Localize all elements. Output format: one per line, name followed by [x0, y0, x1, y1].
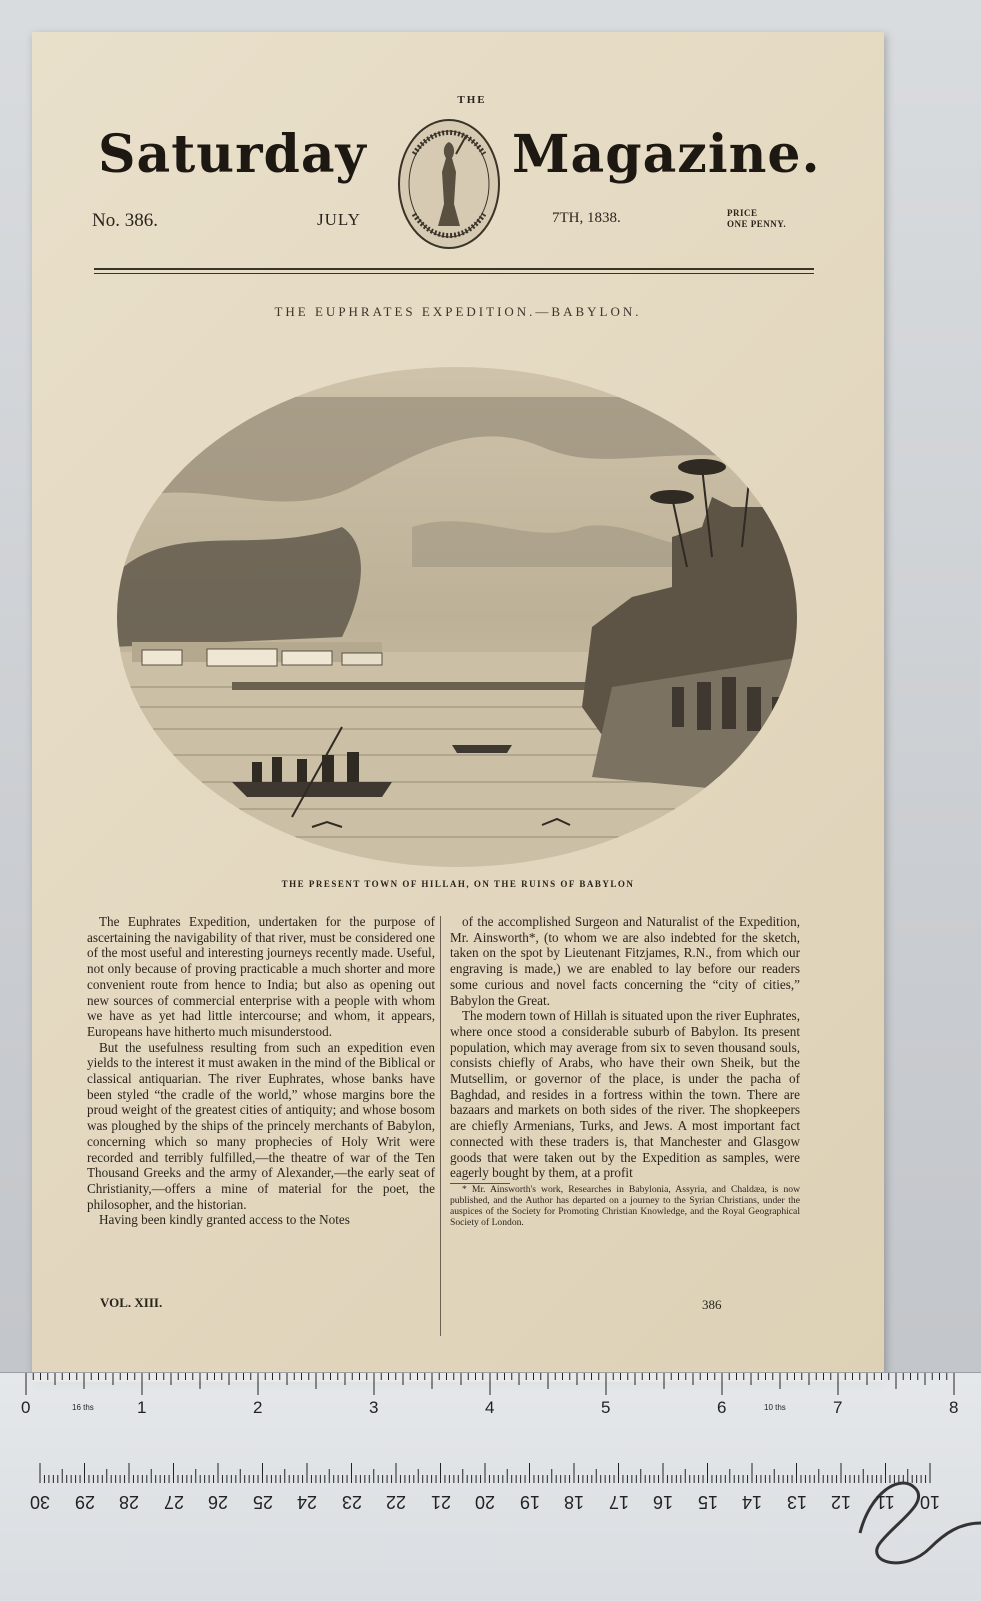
ruler-cm-label: 29	[74, 1492, 95, 1512]
ruler-cm-label: 11	[875, 1492, 895, 1512]
ruler-cm-label: 24	[297, 1492, 318, 1512]
masthead-rule-thin	[94, 273, 814, 274]
ruler-cm-label: 28	[119, 1492, 140, 1512]
masthead-title-right: Magazine.	[512, 124, 821, 185]
measuring-ruler	[0, 1372, 981, 1601]
right-paragraph-1: of the accomplished Surgeon and Naturalist of the Expedition, Mr. Ainsworth*, (to whom we are also indebted for the sketch, taken on the spot by Lieutenant Fitzjames, R.N., from which our engraving is made,) we are enabled to lay before our readers some curious and novel facts concerning the “city of cities,” Babylon the Great.	[450, 914, 800, 1008]
issue-month: JULY	[317, 210, 361, 229]
engraving-illustration	[112, 357, 802, 877]
magazine-page	[32, 32, 884, 1382]
ruler-inch-label: 1	[137, 1398, 147, 1417]
right-paragraph-2: The modern town of Hillah is situated upon the river Euphrates, where once stood a considerable suburb of Babylon. Its present population, which may average from six to seven thousand souls, consists chiefly of Arabs, who have their own Sheik, but the Mutsellim, or governor of the place, is under the pacha of Baghdad, and resides in a fortress within the town. There are bazaars and markets on both sides of the river. The shopkeepers are chiefly Armenians, Turks, and Jews. A most important fact connected with these traders is, that Manchester and Glasgow goods that were taken out by the Expedition as samples, were eagerly bought by them, at a profit	[450, 1008, 800, 1181]
price-note	[727, 208, 786, 230]
ruler-cm-label: 14	[742, 1492, 763, 1512]
volume-label: VOL. XIII.	[100, 1295, 163, 1310]
ruler-cm-label: 21	[430, 1492, 451, 1512]
issue-line	[32, 210, 884, 240]
left-paragraph-3: Having been kindly granted access to the Notes	[99, 1212, 350, 1228]
ruler-inch-label: 8	[949, 1398, 959, 1417]
ruler-cm-label: 18	[564, 1492, 585, 1512]
masthead-rule	[94, 268, 814, 270]
left-paragraph-2: But the usefulness resulting from such an expedition even yields to the interest it must awaken in the mind of the Biblical or classical antiquarian. The river Euphrates, whose banks have been styled “the cradle of the world,” whose margins bore the proud weight of the greatest cities of antiquity; and whose bosom was ploughed by the ships of the princely merchants of Babylon, concerning which so many prophecies of Holy Writ were recorded and terribly fulfilled,—the theatre of war of the Ten Thousand Greeks and the army of Alexander,—the early seat of Christianity,—offers a mine of material for the poet, the philosopher, and the historian.	[87, 1039, 435, 1212]
ruler-cm-label: 27	[163, 1492, 184, 1512]
left-column	[87, 914, 435, 1228]
ruler-inch-label: 4	[485, 1398, 495, 1417]
right-column	[450, 914, 800, 1228]
ruler-cm-label: 13	[786, 1492, 807, 1512]
price-line-1: PRICE	[727, 208, 758, 218]
page-number: 386	[702, 1297, 722, 1312]
ruler-sixteenths-label: 16 ths	[72, 1403, 94, 1412]
footnote: * Mr. Ainsworth's work, Researches in Babylonia, Assyria, and Chaldæa, is now published, and the Author has departed on a journey to the Syrian Christians, under the auspices of the Society for Promoting Christian Knowledge, and the Royal Geographical Society of London.	[450, 1183, 800, 1228]
ruler-inch-label: 7	[833, 1398, 843, 1417]
ruler-inch-label: 6	[717, 1398, 727, 1417]
illustration-caption: THE PRESENT TOWN OF HILLAH, ON THE RUINS OF BABYLON	[281, 879, 635, 889]
ruler-cm-label: 17	[608, 1492, 629, 1512]
ruler-cm-label: 22	[386, 1492, 407, 1512]
ruler-cm-label: 19	[519, 1492, 540, 1512]
ruler-cm-label: 15	[697, 1492, 718, 1512]
price-line-2: ONE PENNY.	[727, 219, 787, 229]
masthead-the: THE	[457, 94, 487, 106]
ruler-inch-label: 0	[21, 1398, 31, 1417]
ruler-cm-label: 20	[475, 1492, 496, 1512]
ruler-cm-label: 12	[831, 1492, 852, 1512]
ruler-inch-label: 3	[369, 1398, 379, 1417]
ruler-cm-label: 16	[653, 1492, 674, 1512]
issue-date: 7TH, 1838.	[552, 210, 621, 226]
ruler-cm-label: 25	[252, 1492, 273, 1512]
ruler-inch-label: 2	[253, 1398, 263, 1417]
ruler-cm-label: 26	[208, 1492, 229, 1512]
ruler-cm-label: 23	[341, 1492, 362, 1512]
ruler-inch-label: 5	[601, 1398, 611, 1417]
left-paragraph-1: The Euphrates Expedition, undertaken for the purpose of ascertaining the navigability of that river, must be considered one of the most useful and interesting journeys recently made. Useful, not only because of proving practicable a much shorter and more convenient route from hence to India; but also as opening out new sources of commercial enterprise with a people with whom we have as yet had little intercourse; and whom, it appears, Europeans have hitherto much misunderstood.	[87, 914, 435, 1039]
article-headline: THE EUPHRATES EXPEDITION.—BABYLON.	[274, 304, 642, 319]
ruler-cm-label: 10	[920, 1492, 941, 1512]
column-divider	[440, 916, 441, 1336]
ruler-tenths-label: 10 ths	[764, 1403, 786, 1412]
ruler-cm-label: 30	[30, 1492, 51, 1512]
issue-number: No. 386.	[92, 210, 158, 231]
masthead-title-left: Saturday	[98, 124, 367, 185]
